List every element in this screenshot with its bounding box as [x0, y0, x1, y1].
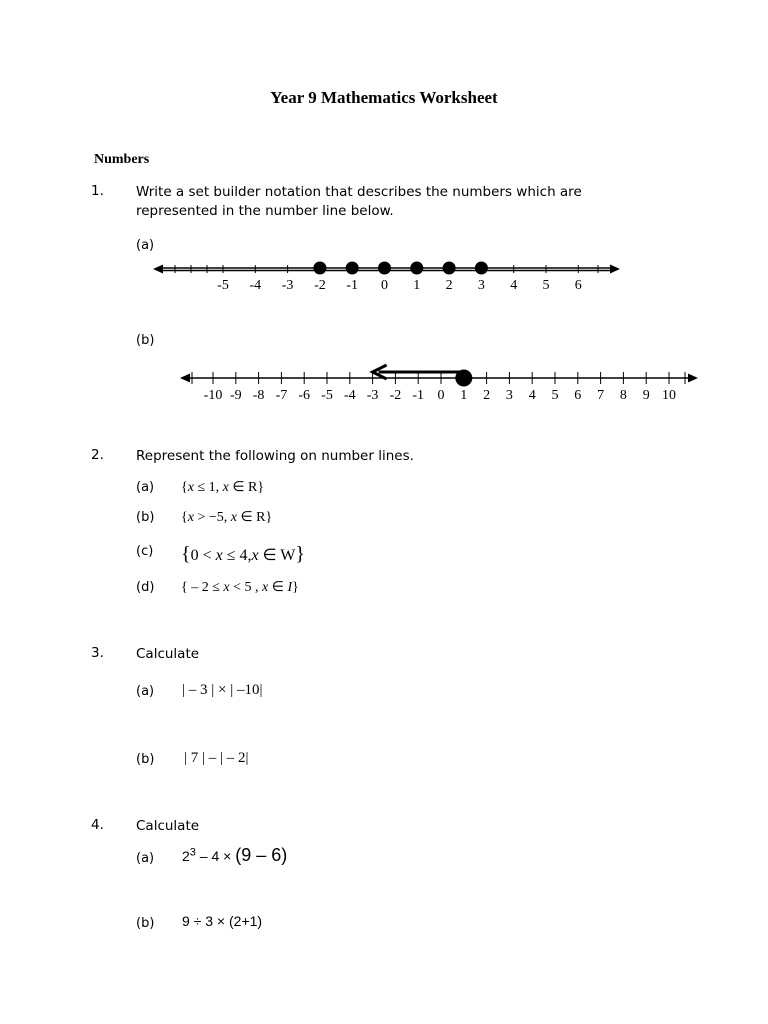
q2-expr-open: {	[181, 580, 192, 595]
tick-label: 1	[460, 388, 468, 403]
q4b-label: (b)	[136, 916, 155, 931]
arrowhead-left	[180, 374, 190, 383]
q4b-expression: 9 ÷ 3 × (2+1)	[182, 913, 263, 929]
tick-label: 3	[477, 278, 485, 293]
q2-number: 2.	[91, 447, 104, 463]
solid-dot	[313, 262, 326, 275]
tick-label: -2	[314, 278, 326, 293]
q2-expr-set: ∈ R	[228, 480, 258, 495]
q2-expr-rel: ≤ 1,	[193, 480, 223, 495]
tick-label: -3	[366, 388, 379, 403]
q2-expr-close: }	[295, 543, 305, 565]
q3-number: 3.	[91, 645, 104, 661]
q2-expr-rel: ≤ 4,	[222, 547, 252, 564]
tick-label: 1	[413, 278, 421, 293]
tick-label: -8	[252, 388, 265, 403]
q2-expr-rel: > −5,	[193, 510, 231, 525]
tick-label: -4	[343, 388, 356, 403]
solid-dot	[410, 262, 423, 275]
tick-label: 8	[619, 388, 627, 403]
q3b-expression: | 7 | – | – 2|	[184, 750, 249, 766]
q4a-base: 2	[182, 848, 190, 864]
q2-item-label: (a)	[136, 480, 155, 495]
tick-label: -10	[203, 388, 223, 403]
arrowhead-right	[688, 374, 698, 383]
q4a-expression	[182, 845, 287, 866]
tick-label: 10	[662, 388, 676, 403]
arrowhead-left	[153, 265, 163, 274]
q4a-label: (a)	[136, 851, 155, 866]
q2-expr-open: {	[181, 543, 191, 565]
tick-label: 2	[445, 278, 453, 293]
q3a-label: (a)	[136, 684, 155, 699]
q3-text: Calculate	[136, 646, 200, 662]
q2-expr-rel: < 5 ,	[229, 580, 263, 595]
worksheet-title: Year 9 Mathematics Worksheet	[270, 88, 498, 107]
section-heading: Numbers	[94, 152, 150, 167]
q2-expr-open: {	[181, 480, 188, 495]
tick-label: 5	[551, 388, 559, 403]
tick-label: -3	[281, 278, 294, 293]
number-line-a	[0, 250, 768, 310]
q4a-exponent: 3	[189, 846, 196, 859]
tick-label: -1	[346, 278, 359, 293]
solid-dot	[378, 262, 391, 275]
q2-expr-var: x	[215, 547, 223, 564]
q4a-rest: – 4 ×	[195, 848, 236, 864]
q1-number: 1.	[91, 183, 104, 199]
q2-item-label: (b)	[136, 510, 155, 525]
q2-item-label: (c)	[136, 544, 154, 559]
q2-expr-set: ∈ W	[258, 547, 296, 564]
q4a-paren: (9 – 6)	[235, 845, 288, 865]
tick-label: 0	[381, 278, 388, 293]
q3a-expression: | – 3 | × | –10|	[182, 682, 263, 698]
q1a-label: (a)	[136, 238, 155, 253]
q4-text: Calculate	[136, 818, 200, 834]
tick-label: -9	[229, 388, 242, 403]
q2-expr-var: x	[223, 580, 230, 595]
q2-expr-var: x	[187, 480, 194, 495]
tick-label: -1	[412, 388, 425, 403]
q2-expr-open: {	[181, 510, 188, 525]
q2-expr-var2: x	[251, 547, 259, 564]
q1-text-line1: Write a set builder notation that describes the numbers which are	[136, 184, 582, 200]
q2-expr-pre: 0 <	[190, 547, 216, 564]
tick-label: 6	[574, 388, 582, 403]
tick-label: 5	[542, 278, 550, 293]
q2-expr-var2: x	[222, 480, 229, 495]
solid-dot	[346, 262, 359, 275]
q3b-label: (b)	[136, 752, 155, 767]
q2-set-expression	[181, 479, 264, 496]
q2-expr-setvar: I	[287, 580, 293, 595]
arrowhead-right	[610, 265, 620, 274]
q2-expr-set: ∈	[268, 580, 288, 595]
tick-label: 0	[437, 388, 445, 403]
q2-text: Represent the following on number lines.	[136, 448, 414, 464]
q2-expr-close: }	[265, 510, 273, 525]
tick-label: -6	[298, 388, 311, 403]
q2-set-expression	[181, 509, 272, 526]
tick-label: -2	[389, 388, 402, 403]
tick-label: 4	[510, 278, 518, 293]
q2-expr-var2: x	[230, 510, 237, 525]
q2-set-expression	[181, 579, 299, 596]
q1-text-line2: represented in the number line below.	[136, 203, 394, 219]
q2-expr-var: x	[187, 510, 194, 525]
tick-label: 4	[528, 388, 536, 403]
q2-set-expression	[181, 543, 305, 566]
q2-expr-set: ∈ R	[236, 510, 266, 525]
tick-label: 6	[574, 278, 582, 293]
solid-dot	[475, 262, 488, 275]
tick-label: 9	[642, 388, 650, 403]
q1b-label: (b)	[136, 333, 155, 348]
q2-item-label: (d)	[136, 580, 155, 595]
tick-label: -7	[275, 388, 288, 403]
closed-endpoint-dot	[455, 370, 472, 387]
tick-label: 3	[505, 388, 513, 403]
q4-number: 4.	[91, 817, 104, 833]
tick-label: 7	[597, 388, 605, 403]
q2-expr-close: }	[257, 480, 265, 495]
solid-dot	[443, 262, 456, 275]
number-line-b	[0, 358, 768, 418]
tick-label: -4	[249, 278, 262, 293]
tick-label: 2	[483, 388, 491, 403]
q2-expr-var2: x	[262, 580, 269, 595]
q2-expr-close: }	[292, 580, 299, 595]
tick-label: -5	[321, 388, 333, 403]
q2-expr-pre: – 2 ≤	[191, 580, 224, 595]
tick-label: -5	[217, 278, 229, 293]
